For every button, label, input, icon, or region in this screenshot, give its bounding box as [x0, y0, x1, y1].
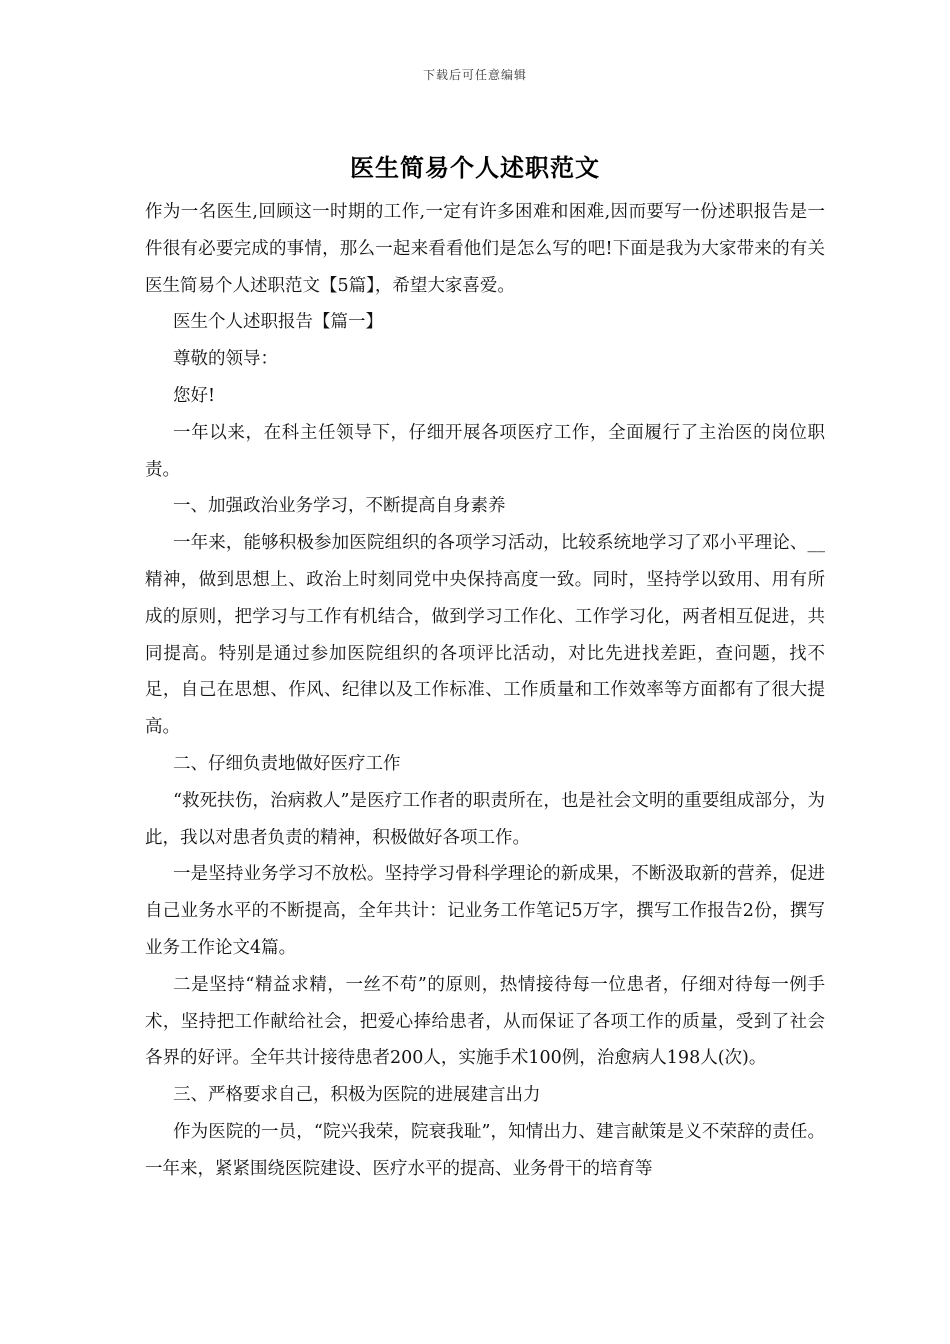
body-paragraph: 医生个人述职报告【篇一】 [173, 312, 383, 333]
page-header-note: 下载后可任意编辑 [422, 68, 527, 82]
body-paragraph: 作为一名医生,回顾这一时期的工作,一定有许多困难和困难,因而要写一份述职报告是一件很有必要完成的事情，那么一起来看看他们是怎么写的吧!下面是我为大家带来的有关医生简易个人述职范文【5篇】，希望大家喜爱。 [145, 202, 825, 296]
document-body [145, 194, 825, 1188]
body-paragraph: 作为医院的一员，“院兴我荣，院衰我耻”，知情出力、建言献策是义不荣辞的责任。一年来，紧紧围绕医院建设、医疗水平的提高、业务骨干的培育等 [145, 1121, 825, 1179]
body-paragraph: 尊敬的领导： [173, 349, 278, 370]
body-paragraph: 三、严格要求自己，积极为医院的进展建言出力 [173, 1085, 541, 1106]
body-paragraph: 一年以来，在科主任领导下，仔细开展各项医疗工作，全面履行了主治医的岗位职责。 [145, 422, 825, 480]
body-paragraph: 一、加强政治业务学习，不断提高自身素养 [173, 496, 506, 517]
body-paragraph: “救死扶伤，治病救人”是医疗工作者的职责所在，也是社会文明的重要组成部分，为此，我以对患者负责的精神，积极做好各项工作。 [145, 790, 825, 848]
body-paragraph: 一年来，能够积极参加医院组织的各项学习活动，比较系统地学习了邓小平理论、__精神，做到思想上、政治上时刻同党中央保持高度一致。同时，坚持学以致用、用有所成的原则，把学习与工作有机结合，做到学习工作化、工作学习化，两者相互促进，共同提高。特别是通过参加医院组织的各项评比活动，对比先进找差距，查问题，找不足，自己在思想、作风、纪律以及工作标准、工作质量和工作效率等方面都有了很大提高。 [145, 533, 825, 738]
body-paragraph: 您好! [173, 385, 216, 406]
document-title: 医生简易个人述职范文 [350, 153, 600, 182]
body-paragraph: 二、仔细负责地做好医疗工作 [173, 753, 401, 774]
body-paragraph: 一是坚持业务学习不放松。坚持学习骨科学理论的新成果，不断汲取新的营养，促进自己业务水平的不断提高，全年共计：记业务工作笔记5万字，撰写工作报告2份，撰写业务工作论文4篇。 [145, 864, 825, 958]
body-paragraph: 二是坚持“精益求精，一丝不苟”的原则，热情接待每一位患者，仔细对待每一例手术，坚持把工作献给社会，把爱心捧给患者，从而保证了各项工作的质量，受到了社会各界的好评。全年共计接待患者200人，实施手术100例，治愈病人198人(次)。 [145, 974, 825, 1069]
